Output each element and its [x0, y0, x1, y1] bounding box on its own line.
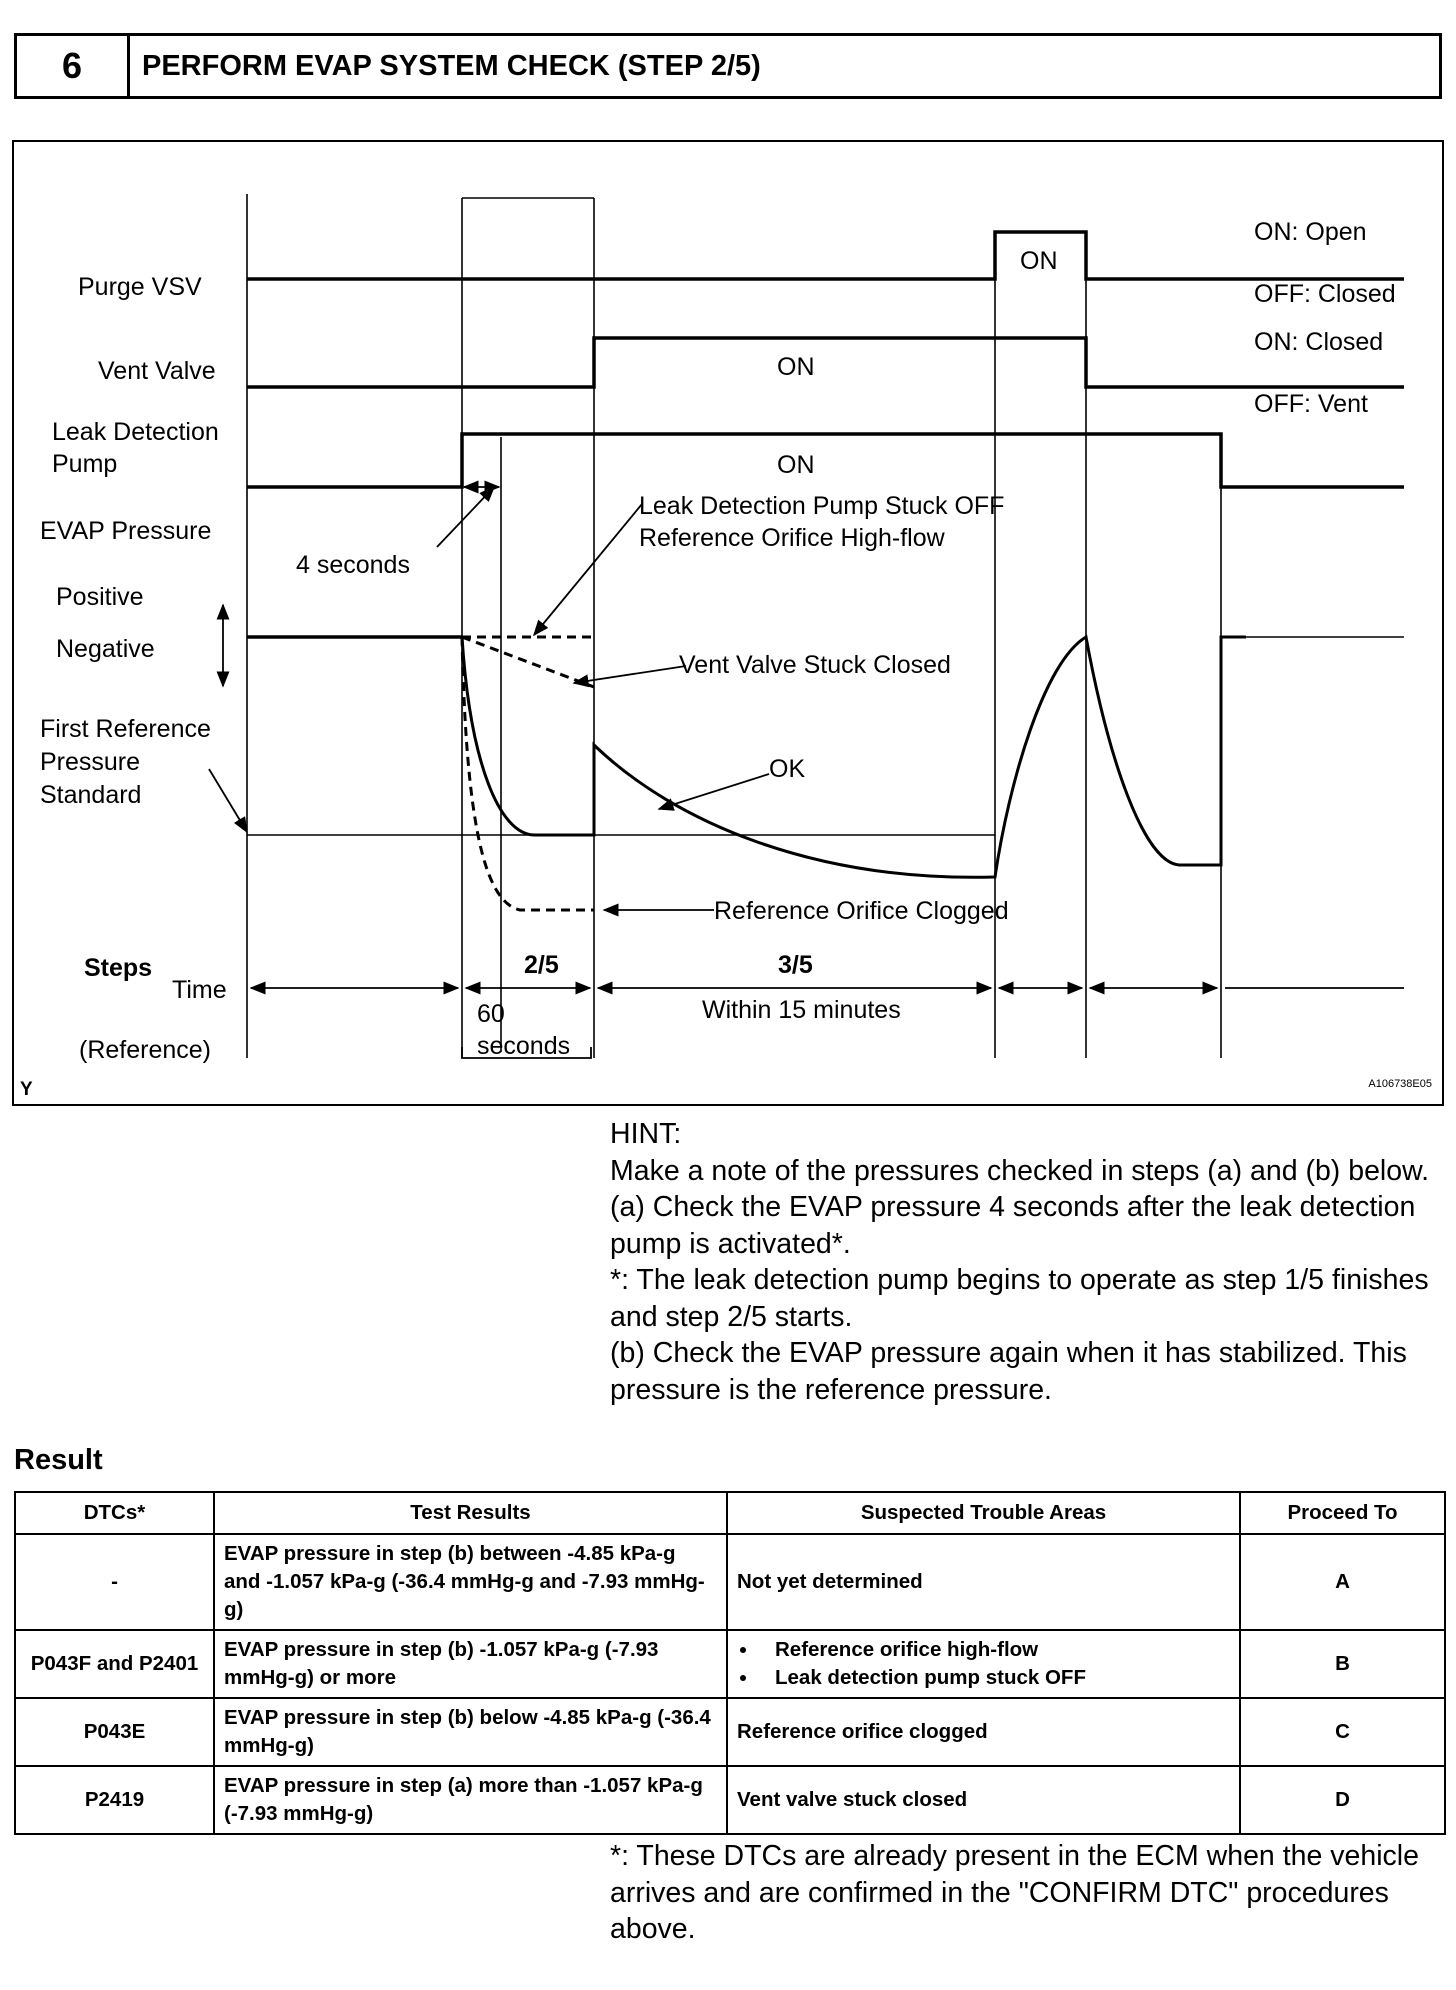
column-header: DTCs*: [15, 1492, 214, 1534]
hint-line: Make a note of the pressures checked in steps (a) and (b) below.: [610, 1154, 1430, 1187]
corner-label: Y: [20, 1079, 33, 1100]
timing-diagram: [12, 140, 1444, 1106]
test-result-cell: EVAP pressure in step (b) below -4.85 kPa-g (-36.4 mmHg-g): [214, 1698, 727, 1766]
step-3-5-label: 3/5: [778, 951, 813, 979]
state-on-closed: ON: Closed: [1254, 328, 1384, 356]
time-sixty: 60: [477, 1000, 505, 1028]
timing-diagram-svg: [14, 142, 1446, 1108]
trouble-area-cell: Not yet determined: [727, 1534, 1240, 1630]
failure-traces: [462, 637, 594, 910]
test-result-cell: EVAP pressure in step (a) more than -1.057 kPa-g (-7.93 mmHg-g): [214, 1766, 727, 1834]
result-heading: Result: [14, 1444, 103, 1476]
hint-line: *: The leak detection pump begins to operate as step 1/5 finishes and step 2/5 starts.: [610, 1264, 1429, 1333]
orifice-clogged-trace: [462, 637, 594, 910]
hint-title: HINT:: [610, 1118, 682, 1150]
label-vent-valve: Vent Valve: [98, 357, 216, 385]
dtc-cell: -: [15, 1534, 214, 1630]
table-header-row: [15, 1492, 1445, 1534]
hint-line: (a) Check the EVAP pressure 4 seconds after the leak detection pump is activated*.: [610, 1191, 1416, 1260]
label-first-ref-3: Standard: [40, 781, 142, 809]
table-row: [15, 1534, 1445, 1630]
label-positive: Positive: [56, 583, 144, 611]
label-negative: Negative: [56, 635, 155, 663]
annotation-orifice-clogged: Reference Orifice Clogged: [714, 897, 1009, 925]
proceed-cell: B: [1240, 1630, 1445, 1698]
state-off-vent: OFF: Vent: [1254, 390, 1368, 418]
label-reference: (Reference): [79, 1036, 211, 1064]
test-result-cell: EVAP pressure in step (b) -1.057 kPa-g (-7.93 mmHg-g) or more: [214, 1630, 727, 1698]
annotation-four-seconds: 4 seconds: [296, 551, 410, 579]
label-leak-pump-1: Leak Detection: [52, 418, 219, 446]
annotation-ok: OK: [769, 755, 806, 783]
column-header: Suspected Trouble Areas: [727, 1492, 1240, 1534]
table-row: [15, 1698, 1445, 1766]
proceed-cell: A: [1240, 1534, 1445, 1630]
label-leak-pump-2: Pump: [52, 450, 118, 478]
state-vent-on: ON: [777, 353, 815, 381]
result-table: [14, 1491, 1446, 1835]
test-result-cell: EVAP pressure in step (b) between -4.85 kPa-g and -1.057 kPa-g (-36.4 mmHg-g and -7.93 mmHg-g): [214, 1534, 727, 1630]
dtc-cell: P043F and P2401: [15, 1630, 214, 1698]
state-on-open: ON: Open: [1254, 218, 1367, 246]
label-first-ref-1: First Reference: [40, 715, 211, 743]
trouble-area-item: • Reference orifice high-flow: [759, 1636, 1230, 1664]
proceed-cell: C: [1240, 1698, 1445, 1766]
step-2-5-label: 2/5: [524, 951, 559, 979]
state-off-closed: OFF: Closed: [1254, 280, 1396, 308]
figure-id: A106738E05: [1368, 1078, 1432, 1090]
trouble-area-cell: Vent valve stuck closed: [727, 1766, 1240, 1834]
label-purge-vsv: Purge VSV: [78, 273, 202, 301]
time-seconds: seconds: [477, 1032, 571, 1060]
vent-stuck-trace: [462, 637, 594, 687]
hint-block: [610, 1116, 1430, 1408]
trouble-area-cell: [727, 1630, 1240, 1698]
step-number: 6: [17, 36, 130, 96]
label-first-ref-2: Pressure: [40, 748, 141, 776]
annotation-vent-stuck: Vent Valve Stuck Closed: [679, 651, 951, 679]
step-header: [14, 33, 1442, 99]
purge-vsv-trace: [247, 232, 1404, 279]
footnote: *: These DTCs are already present in the ECM when the vehicle arrives and are confirmed in the "CONFIRM DTC" procedures above.: [610, 1840, 1419, 1945]
trouble-area-item: • Leak detection pump stuck OFF: [759, 1664, 1230, 1692]
step-title: PERFORM EVAP SYSTEM CHECK (STEP 2/5): [142, 49, 761, 82]
hint-line: (b) Check the EVAP pressure again when it has stabilized. This pressure is the reference pressure.: [610, 1337, 1407, 1406]
proceed-cell: D: [1240, 1766, 1445, 1834]
table-row: [15, 1630, 1445, 1698]
trouble-area-cell: Reference orifice clogged: [727, 1698, 1240, 1766]
time-within-15: Within 15 minutes: [702, 996, 901, 1024]
annotation-pump-stuck-off: Leak Detection Pump Stuck OFF: [639, 492, 1005, 520]
dtc-cell: P043E: [15, 1698, 214, 1766]
state-purge-on: ON: [1020, 247, 1058, 275]
vent-valve-trace: [247, 338, 1404, 387]
state-pump-on: ON: [777, 451, 815, 479]
label-steps: Steps: [84, 954, 153, 982]
leak-pump-trace: [247, 434, 1404, 487]
column-header: Proceed To: [1240, 1492, 1445, 1534]
label-time: Time: [172, 976, 227, 1004]
annotation-orifice-high-flow: Reference Orifice High-flow: [639, 524, 945, 552]
table-row: [15, 1766, 1445, 1834]
column-header: Test Results: [214, 1492, 727, 1534]
label-evap-pressure: EVAP Pressure: [40, 517, 212, 545]
time-gridlines: [247, 194, 1404, 1058]
dtc-cell: P2419: [15, 1766, 214, 1834]
signal-traces: [247, 232, 1404, 877]
